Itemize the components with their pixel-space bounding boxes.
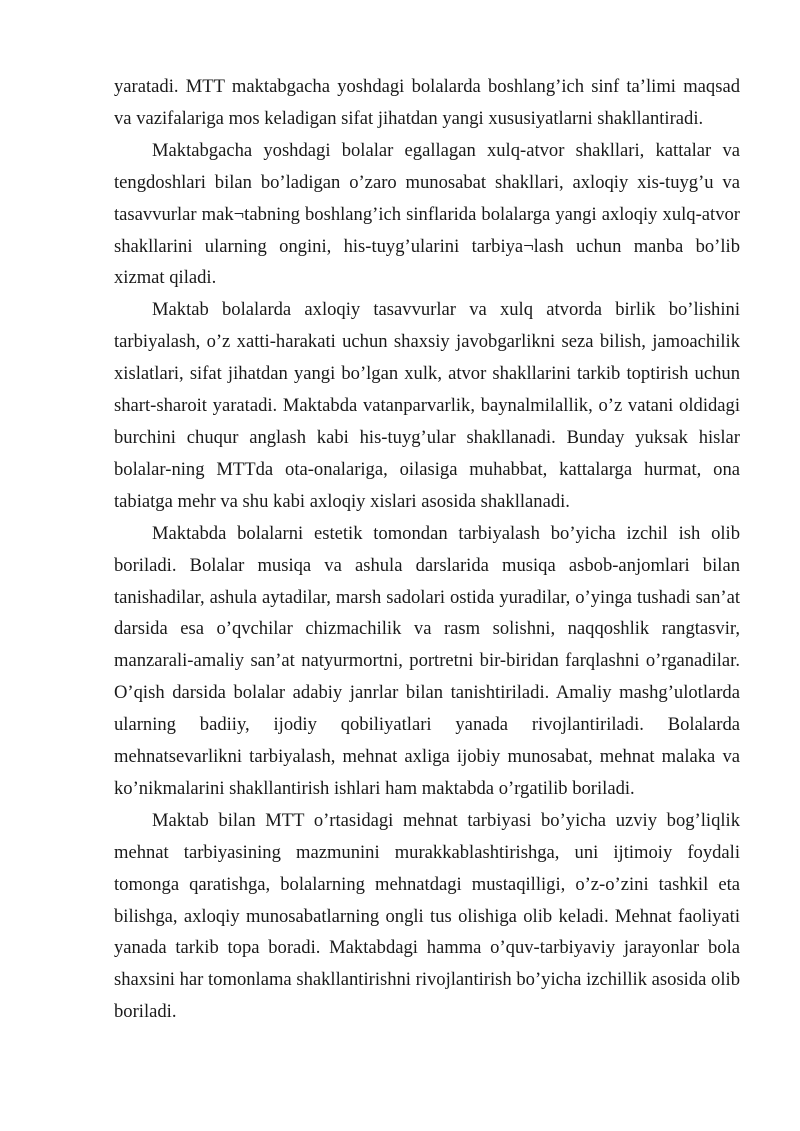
document-page (114, 71, 740, 1028)
paragraph-aesthetic-education: Maktabda bolalarni estetik tomondan tarbiyalash bo’yicha izchil ish olib boriladi. Bolalar musiqa va ashula darslarida musiqa asbob-anjomlari bilan tanishadilar, ashula aytadilar, marsh sadolari ostida yuradilar, o’yinga tushadi san’at darsida esa o’qvchilar chizmachilik va rasm solishni, naqqoshlik rangtasvir, manzarali-amaliy san’at natyurmortni, portretni bir-biridan farqlashni o’rganadilar. O’qish darsida bolalar adabiy janrlar bilan tanishtiriladi. Amaliy mashg’ulotlarda ularning badiiy, ijodiy qobiliyatlari yanada rivojlantiriladi. Bolalarda mehnatsevarlikni tarbiyalash, mehnat axliga ijobiy munosabat, mehnat malaka va ko’nikmalarini shakllantirish ishlari ham maktabda o’rgatilib boriladi. (114, 522, 740, 799)
paragraph-moral-education: Maktab bolalarda axloqiy tasavvurlar va xulq atvorda birlik bo’lishini tarbiyalash, o’z xatti-harakati uchun shaxsiy javobgarlikni seza bilish, jamoachilik xislatlari, sifat jihatdan yangi bo’lgan xulk, atvor shakllarini tarkib toptirish uchun shart-sharoit yaratadi. Maktabda vatanparvarlik, baynalmilallik, o’z vatani oldidagi burchini chuqur anglash kabi his-tuyg’ular shakllanadi. Bunday yuksak hislar bolalar-ning MTTda ota-onalariga, oilasiga muhabbat, kattalarga hurmat, ona tabiatga mehr va shu kabi axloqiy xislari asosida shakllanadi. (114, 299, 740, 512)
paragraph-behavior-forms: Maktabgacha yoshdagi bolalar egallagan xulq-atvor shakllari, kattalar va tengdoshlari bilan bo’ladigan o’zaro munosabat shakllari, axloqiy xis-tuyg’u va tasavvurlar mak¬tabning boshlang’ich sinflarida bolalarga yangi axloqiy xulq-atvor shakllarini ularning ongini, his-tuyg’ularini tarbiya¬lash uchun manba bo’lib xizmat qiladi. (114, 139, 740, 289)
paragraph-labor-education: Maktab bilan MTT o’rtasidagi mehnat tarbiyasi bo’yicha uzviy bog’liqlik mehnat tarbiyasining mazmunini murakkablashtirishga, uni ijtimoiy foydali tomonga qaratishga, bolalarning mehnatdagi mustaqilligi, o’z-o’zini tashkil eta bilishga, axloqiy munosabatlarning ongli tus olishiga olib keladi. Mehnat faoliyati yanada tarkib topa boradi. Maktabdagi hamma o’quv-tarbiyaviy jarayonlar bola shaxsini har tomonlama shakllantirishni rivojlantirish bo’yicha izchillik asosida olib boriladi. (114, 809, 740, 1023)
paragraph-continuation: yaratadi. MTT maktabgacha yoshdagi bolalarda boshlang’ich sinf ta’limi maqsad va vazifalariga mos keladigan sifat jihatdan yangi xususiyatlarni shakllantiradi. (114, 76, 740, 129)
